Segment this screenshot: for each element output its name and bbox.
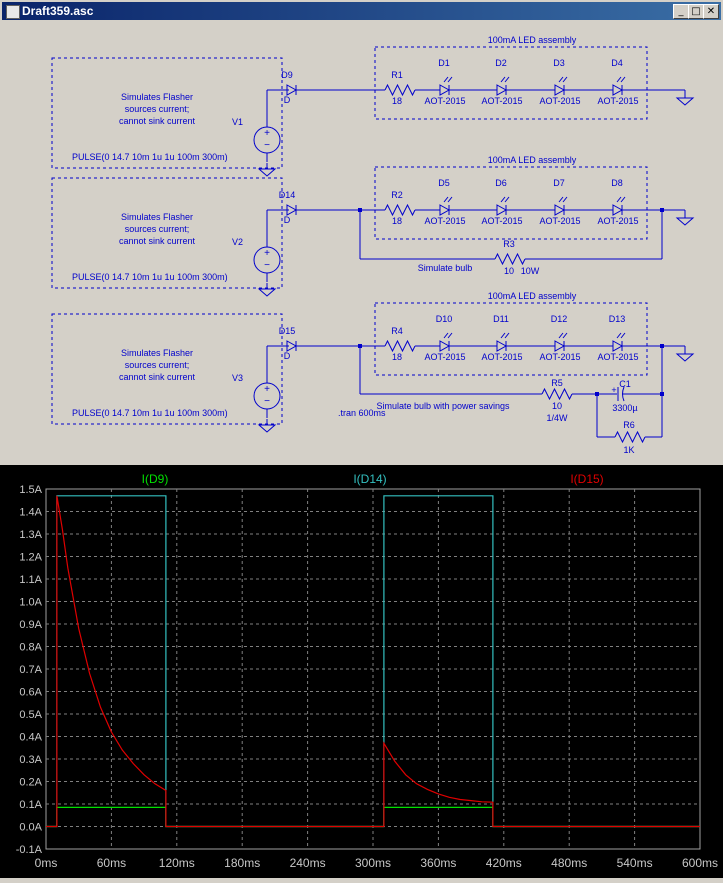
comment-line: Simulates Flasher (120, 348, 194, 358)
ground-symbol (259, 163, 275, 176)
diode-type: D (283, 95, 291, 105)
y-tick-label: 0.8A (19, 641, 42, 654)
led-symbol (555, 205, 564, 215)
resistor-name: R1 (391, 70, 403, 80)
r6-name: R6 (623, 420, 635, 430)
x-tick-label: 0ms (34, 856, 58, 870)
resistor-name: R4 (391, 326, 403, 336)
led-type: AOT-2015 (481, 352, 523, 362)
ground-triangle (259, 289, 275, 296)
diode-triangle (440, 85, 449, 95)
x-tick-label: 120ms (158, 856, 195, 870)
ground-symbol (259, 419, 275, 432)
led-type: AOT-2015 (539, 352, 581, 362)
comment-line: cannot sink current (118, 372, 196, 382)
diode-triangle (555, 85, 564, 95)
y-tick-label: 1.2A (19, 551, 42, 564)
ground-symbol (677, 348, 693, 361)
capacitor-name: C1 (619, 379, 631, 389)
led-symbol (440, 205, 449, 215)
y-tick-label: 0.1A (19, 799, 42, 811)
led-arrows-icon (501, 333, 509, 338)
assembly-label: 100mA LED assembly (487, 35, 577, 45)
diode-name: D14 (278, 190, 296, 200)
led-type: AOT-2015 (597, 96, 639, 106)
led-type: AOT-2015 (424, 96, 466, 106)
comment-line: Simulates Flasher (120, 212, 194, 222)
resistor-symbol (385, 85, 415, 95)
resistor-symbol (615, 432, 645, 442)
spice-directive: .tran 600ms (338, 408, 386, 418)
source-plus: + (264, 384, 270, 395)
source-label: V1 (231, 117, 243, 127)
source-plus: + (264, 248, 270, 259)
led-arrows-icon (617, 77, 625, 82)
resistor-value: 18 (391, 216, 403, 226)
resistor-value: 18 (391, 352, 403, 362)
ground-symbol (259, 283, 275, 296)
led-assembly-box (375, 303, 647, 375)
bulb-label: Simulate bulb (417, 263, 473, 273)
window-title: Draft359.asc (22, 4, 94, 18)
ground-triangle (259, 425, 275, 432)
comment-line: Simulates Flasher (120, 92, 194, 102)
comment-line: cannot sink current (118, 236, 196, 246)
bulb-value: 10 (551, 401, 563, 411)
y-tick-label: 0.0A (19, 821, 42, 834)
x-tick-label: 360ms (420, 856, 457, 870)
led-type: AOT-2015 (481, 216, 523, 226)
bulb-value: 10 (503, 266, 515, 276)
y-tick-label: 1.1A (19, 574, 42, 586)
diode-triangle (497, 85, 506, 95)
led-name: D12 (550, 314, 568, 324)
x-tick-label: 300ms (354, 856, 392, 870)
assembly-label: 100mA LED assembly (487, 155, 577, 165)
led-type: AOT-2015 (481, 96, 523, 106)
led-name: D4 (611, 58, 623, 68)
ground-triangle (259, 169, 275, 176)
diode-type: D (283, 215, 291, 225)
led-name: D2 (495, 58, 507, 68)
diode-triangle (440, 341, 449, 351)
source-minus: − (264, 260, 270, 271)
led-arrows-icon (501, 197, 509, 202)
y-tick-label: 1.3A (19, 529, 42, 541)
led-symbol (555, 85, 564, 95)
led-type: AOT-2015 (597, 216, 639, 226)
led-name: D8 (611, 178, 623, 188)
y-tick-label: 0.9A (19, 619, 42, 631)
y-tick-label: 1.4A (19, 506, 42, 519)
comment-line: sources current; (124, 224, 190, 234)
source-label: V3 (231, 373, 243, 383)
waveform-plot-pane[interactable] (0, 465, 723, 878)
y-tick-label: 1.0A (19, 596, 42, 609)
led-name: D13 (608, 314, 626, 324)
diode-triangle (613, 341, 622, 351)
minimize-button[interactable]: _ (673, 4, 689, 19)
x-tick-label: 420ms (485, 856, 522, 870)
led-symbol (613, 85, 622, 95)
diode-triangle (613, 205, 622, 215)
x-tick-label: 540ms (616, 856, 653, 870)
ground-triangle (677, 98, 693, 105)
resistor-symbol (542, 389, 572, 399)
close-button[interactable]: ✕ (703, 4, 719, 19)
resistor-name: R2 (391, 190, 403, 200)
y-tick-label: 0.7A (19, 664, 42, 676)
led-name: D7 (553, 178, 565, 188)
comment-line: sources current; (124, 360, 190, 370)
resistor-value: 18 (391, 96, 403, 106)
led-arrows-icon (559, 77, 567, 82)
source-plus: + (264, 128, 270, 139)
pulse-spec: PULSE(0 14.7 10m 1u 1u 100m 300m) (72, 408, 228, 418)
pulse-spec: PULSE(0 14.7 10m 1u 1u 100m 300m) (72, 152, 228, 162)
diode-triangle (440, 205, 449, 215)
schematic-canvas[interactable] (5, 22, 720, 462)
comment-line: sources current; (124, 104, 190, 114)
led-symbol (440, 341, 449, 351)
led-arrows-icon (559, 333, 567, 338)
resistor-symbol (385, 341, 415, 351)
ground-triangle (677, 354, 693, 361)
led-arrows-icon (501, 77, 509, 82)
diode-triangle (555, 205, 564, 215)
ground-triangle (677, 218, 693, 225)
resistor-symbol (495, 254, 525, 264)
bulb-power: 10W (520, 266, 540, 276)
source-minus: − (264, 140, 270, 151)
led-symbol (613, 205, 622, 215)
legend-id15: I(D15) (570, 472, 604, 486)
led-symbol (613, 341, 622, 351)
led-symbol (440, 85, 449, 95)
legend-id14: I(D14) (353, 472, 387, 486)
led-arrows-icon (617, 197, 625, 202)
y-tick-label: 0.6A (19, 686, 42, 699)
legend-id9: I(D9) (141, 472, 169, 486)
y-tick-label: 0.2A (19, 776, 42, 789)
led-name: D1 (438, 58, 450, 68)
title-bar[interactable] (2, 2, 721, 20)
y-tick-label: 0.4A (19, 731, 42, 744)
led-type: AOT-2015 (424, 352, 466, 362)
diode-triangle (497, 341, 506, 351)
capacitor-plus: + (611, 385, 617, 395)
led-arrows-icon (617, 333, 625, 338)
led-type: AOT-2015 (597, 352, 639, 362)
capacitor-value: 3300µ (612, 403, 638, 413)
maximize-button[interactable]: □ (688, 4, 704, 19)
schematic-doc-icon (6, 5, 20, 19)
led-name: D5 (438, 178, 450, 188)
led-name: D10 (435, 314, 453, 324)
y-tick-label: 0.3A (19, 754, 42, 766)
bulb-name: R3 (503, 239, 515, 249)
x-tick-label: 60ms (96, 856, 127, 870)
led-arrows-icon (444, 197, 452, 202)
assembly-label: 100mA LED assembly (487, 291, 577, 301)
led-name: D3 (553, 58, 565, 68)
led-symbol (555, 341, 564, 351)
led-name: D6 (495, 178, 507, 188)
x-tick-label: 600ms (681, 856, 719, 870)
y-tick-label: 0.5A (19, 709, 42, 721)
pulse-spec: PULSE(0 14.7 10m 1u 1u 100m 300m) (72, 272, 228, 282)
led-arrows-icon (559, 197, 567, 202)
diode-name: D9 (281, 70, 293, 80)
led-assembly-box (375, 47, 647, 119)
y-tick-label: 1.5A (19, 484, 42, 496)
led-assembly-box (375, 167, 647, 239)
led-type: AOT-2015 (539, 216, 581, 226)
x-tick-label: 480ms (551, 856, 588, 870)
ground-symbol (677, 92, 693, 105)
ground-symbol (677, 212, 693, 225)
led-symbol (497, 341, 506, 351)
diode-type: D (283, 351, 291, 361)
diode-triangle (497, 205, 506, 215)
x-tick-label: 240ms (289, 856, 326, 870)
led-name: D11 (493, 314, 509, 324)
comment-line: cannot sink current (118, 116, 196, 126)
bulb-label: Simulate bulb with power savings (376, 401, 510, 411)
led-symbol (497, 205, 506, 215)
bulb-power: 1/4W (546, 413, 568, 423)
diode-name: D15 (278, 326, 296, 336)
diode-triangle (555, 341, 564, 351)
r6-value: 1K (623, 445, 635, 455)
waveform-chart[interactable] (0, 465, 723, 878)
resistor-symbol (385, 205, 415, 215)
source-label: V2 (231, 237, 243, 247)
x-tick-label: 180ms (224, 856, 261, 870)
schematic-drawing[interactable] (5, 22, 720, 462)
led-type: AOT-2015 (424, 216, 466, 226)
led-arrows-icon (444, 77, 452, 82)
led-type: AOT-2015 (539, 96, 581, 106)
led-symbol (497, 85, 506, 95)
bulb-name: R5 (551, 378, 563, 388)
led-arrows-icon (444, 333, 452, 338)
y-tick-label: -0.1A (15, 844, 42, 856)
source-minus: − (264, 396, 270, 407)
diode-triangle (613, 85, 622, 95)
